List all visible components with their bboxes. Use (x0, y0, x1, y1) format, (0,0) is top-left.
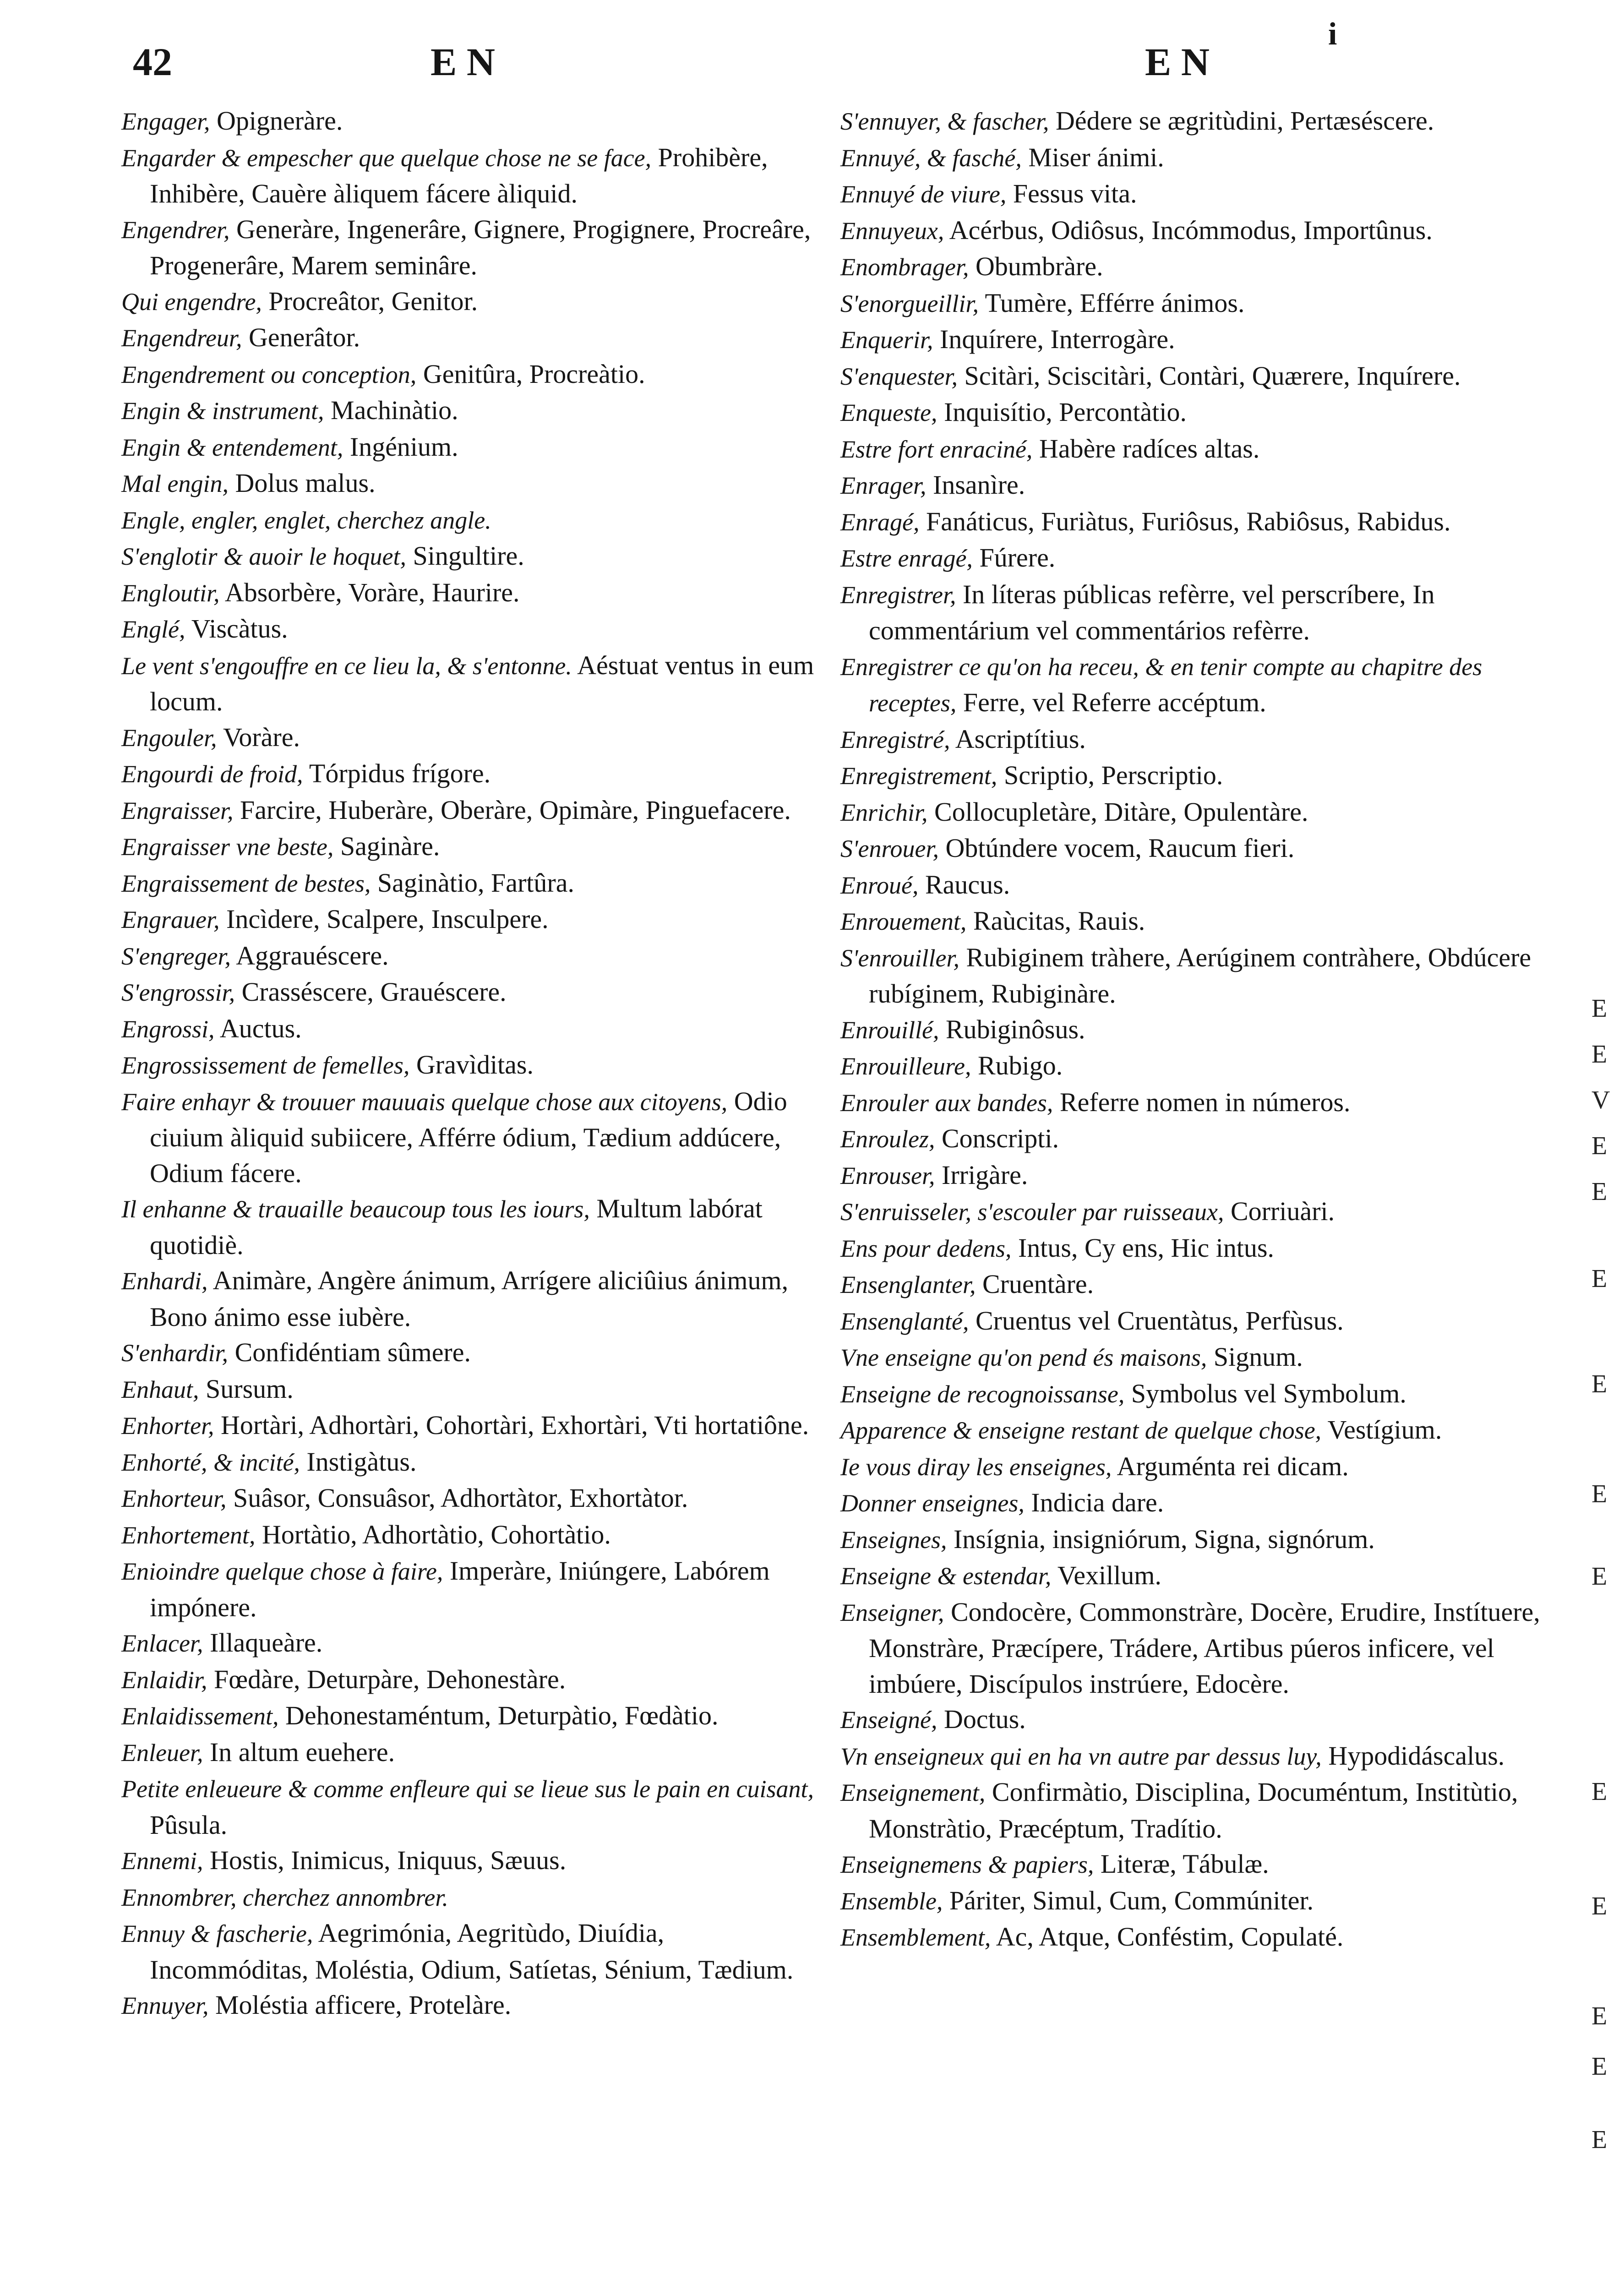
edge-letter: E (1591, 994, 1608, 1023)
entry-headword: Engendrer, (121, 216, 230, 244)
entry-translation: Insanìre. (926, 470, 1025, 500)
entry-headword: Le vent s'engouffre en ce lieu la, & s'entonne. (121, 652, 572, 680)
entry-translation: Fanáticus, Furiàtus, Furiôsus, Rabiôsus, Rabidus. (919, 506, 1451, 536)
entry-headword: Engloutir, (121, 579, 220, 607)
dictionary-entry (121, 465, 822, 502)
dictionary-entry (121, 865, 822, 902)
dictionary-entry (121, 429, 822, 466)
dictionary-entry (840, 176, 1541, 213)
dictionary-entry (121, 320, 822, 356)
entry-headword: Faire enhayr & trouuer mauuais quelque chose aux citoyens, (121, 1088, 728, 1116)
entry-translation: Singultire. (406, 541, 524, 571)
dictionary-entry (121, 1915, 822, 1987)
entry-headword: Engourdi de froid, (121, 760, 303, 788)
dictionary-entry (121, 1698, 822, 1734)
entry-translation: Rubiginem tràhere, Aerúginem contràhere, Obdúcere rubíginem, Rubiginàre. (869, 942, 1531, 1009)
entry-headword: Engrauer, (121, 906, 220, 933)
entry-translation: Insígnia, insigniórum, Signa, signórum. (947, 1524, 1375, 1554)
entry-headword: S'enrouiller, (840, 944, 960, 972)
entry-translation: Irrigàre. (935, 1160, 1028, 1190)
dictionary-entry (121, 792, 822, 829)
entry-headword: Enombrager, (840, 253, 969, 281)
entry-headword: Ennombrer, cherchez annombrer. (121, 1883, 448, 1911)
dictionary-entry (840, 213, 1541, 249)
dictionary-entry (840, 285, 1541, 322)
entry-headword: Enquerir, (840, 326, 933, 354)
entry-headword: Enseignemens & papiers, (840, 1851, 1094, 1878)
edge-letter: E (1591, 1132, 1608, 1160)
dictionary-entry (840, 1048, 1541, 1085)
entry-headword: Enragé, (840, 508, 920, 536)
dictionary-entry (121, 1047, 822, 1084)
entry-translation: Rubigo. (971, 1051, 1063, 1080)
entry-translation: Confirmàtio, Disciplina, Documéntum, Institùtio, Monstràtio, Præcéptum, Tradítio. (869, 1777, 1518, 1843)
entry-translation: Conscripti. (935, 1123, 1059, 1153)
edge-letter: E (1591, 1562, 1608, 1591)
entry-translation: Aggrauéscere. (231, 940, 389, 971)
entry-headword: Englé, (121, 616, 185, 643)
entry-translation: Páriter, Simul, Cum, Commúniter. (943, 1885, 1314, 1915)
entry-translation: Genitûra, Procreàtio. (416, 359, 645, 389)
entry-translation: Instigàtus. (300, 1446, 417, 1477)
edge-letter: E (1591, 1480, 1608, 1508)
entry-translation: Multum labórat quotidiè. (150, 1194, 763, 1260)
entry-translation: Confidéntiam sûmere. (228, 1337, 471, 1367)
entry-headword: Enlacer, (121, 1630, 203, 1657)
entry-translation: Intus, Cy ens, Hic intus. (1011, 1232, 1275, 1263)
entry-translation: Scriptio, Perscriptio. (997, 760, 1223, 790)
entry-headword: Ennuy & fascherie, (121, 1920, 313, 1947)
dictionary-entry (121, 1371, 822, 1408)
entry-translation: Machinàtio. (324, 395, 458, 425)
entry-headword: Enseigné, (840, 1706, 937, 1734)
dictionary-entry (840, 758, 1541, 794)
entry-translation: Literæ, Tábulæ. (1094, 1849, 1269, 1879)
dictionary-entry (121, 648, 822, 720)
entry-headword: Enhorter, (121, 1412, 214, 1439)
dictionary-entry (840, 1883, 1541, 1919)
entry-translation: Moléstia afficere, Protelàre. (208, 1990, 512, 2020)
dictionary-entry (840, 1012, 1541, 1048)
entry-translation: Incìdere, Scalpere, Insculpere. (219, 904, 549, 934)
entry-translation: Inquírere, Interrogàre. (933, 324, 1175, 354)
entry-headword: Enrouilleure, (840, 1052, 971, 1080)
entry-headword: Engendrement ou conception, (121, 360, 417, 388)
dictionary-entry (121, 1263, 822, 1335)
entry-headword: Ensemble, (840, 1887, 943, 1915)
entry-translation: Dehonestaméntum, Deturpàtio, Fœdàtio. (278, 1701, 719, 1730)
entry-headword: Engraissement de bestes, (121, 869, 371, 897)
entry-headword: S'engreger, (121, 942, 231, 970)
entry-translation: Doctus. (937, 1704, 1026, 1734)
edge-letter: E (1591, 1892, 1608, 1920)
entry-headword: Ensemblement, (840, 1924, 991, 1951)
entry-headword: Enqueste, (840, 399, 937, 426)
edge-letter: E (1591, 1777, 1608, 1806)
dictionary-entry (840, 1412, 1541, 1449)
entry-translation: Pûsula. (150, 1810, 228, 1840)
entry-translation: Signum. (1207, 1342, 1303, 1372)
entry-headword: Enseigne & estendar, (840, 1562, 1052, 1590)
entry-headword: Enrouser, (840, 1161, 935, 1189)
entry-translation: Fœdàre, Deturpàre, Dehonestàre. (207, 1664, 566, 1694)
entry-headword: Estre enragé, (840, 545, 973, 572)
entry-headword: S'ennuyer, & fascher, (840, 108, 1049, 135)
entry-headword: Enrouement, (840, 908, 967, 935)
entry-headword: Enhardi, (121, 1267, 208, 1295)
entry-translation: Dédere se ægritùdini, Pertæséscere. (1049, 106, 1434, 136)
entry-translation: Dolus malus. (228, 468, 376, 498)
dictionary-entry (840, 358, 1541, 395)
dictionary-entry (121, 1879, 822, 1916)
dictionary-entry (840, 721, 1541, 758)
entry-translation: Farcire, Huberàre, Oberàre, Opimàre, Pinguefacere. (233, 795, 791, 825)
entry-headword: Engin & instrument, (121, 397, 324, 425)
edge-letter: E (1591, 2126, 1608, 2154)
entry-translation: Procreâtor, Genitor. (262, 286, 478, 316)
entry-translation: Hortàtio, Adhortàtio, Cohortàtio. (255, 1519, 611, 1549)
entry-headword: Engrossi, (121, 1015, 215, 1043)
dictionary-entry (840, 249, 1541, 285)
entry-translation: Ac, Atque, Conféstim, Copulaté. (991, 1922, 1344, 1952)
dictionary-entry (840, 794, 1541, 831)
dictionary-entry (840, 1266, 1541, 1303)
entry-headword: Ennuyeux, (840, 217, 944, 245)
entry-headword: Enrichir, (840, 798, 928, 826)
entry-headword: Enioindre quelque chose à faire, (121, 1558, 443, 1585)
entry-headword: Enregistré, (840, 725, 950, 753)
dictionary-entry (121, 103, 822, 140)
entry-headword: Engouler, (121, 724, 217, 752)
entry-translation: Voràre. (217, 722, 300, 752)
entry-translation: Referre nomen in números. (1053, 1087, 1351, 1117)
entry-headword: Ie vous diray les enseignes, (840, 1453, 1112, 1481)
dictionary-entry (121, 1625, 822, 1662)
dictionary-entry (840, 1774, 1541, 1846)
dictionary-entry (121, 575, 822, 611)
entry-headword: Enhorté, & incité, (121, 1448, 300, 1476)
entry-translation: Tumère, Efférre ánimos. (979, 288, 1245, 318)
entry-translation: Raucus. (918, 869, 1010, 900)
entry-headword: Petite enleueure & comme enfleure qui se lieue sus le pain en cuisant, (121, 1775, 814, 1803)
entry-headword: Ennuyé de viure, (840, 180, 1007, 208)
entry-headword: Il enhanne & trauaille beaucoup tous les iours, (121, 1195, 590, 1223)
entry-headword: Engrossissement de femelles, (121, 1052, 410, 1079)
left-column (121, 103, 822, 2024)
entry-headword: S'enhardir, (121, 1339, 229, 1367)
entry-headword: Qui engendre, (121, 288, 262, 316)
entry-translation: Corriuàri. (1224, 1196, 1335, 1226)
entry-translation: Fúrere. (972, 543, 1056, 572)
dictionary-entry (121, 1011, 822, 1047)
dictionary-entry (840, 903, 1541, 940)
entry-translation: Ascriptítius. (950, 724, 1086, 754)
entry-translation: Prohibère, Inhibère, Cauère àliquem fácere àliquid. (150, 142, 768, 208)
dictionary-entry (121, 1843, 822, 1879)
entry-translation: Saginàtio, Fartûra. (371, 867, 574, 898)
dictionary-entry (840, 1449, 1541, 1485)
entry-headword: Enleuer, (121, 1739, 203, 1767)
page-number: 42 (133, 40, 172, 84)
edge-letter: E (1591, 1265, 1608, 1293)
entry-translation: Vestígium. (1321, 1415, 1442, 1445)
dictionary-entry (840, 431, 1541, 468)
entry-headword: Vn enseigneux qui en ha vn autre par dessus luy, (840, 1742, 1322, 1770)
entry-translation: Vexillum. (1051, 1560, 1162, 1590)
entry-translation: In líteras públicas refèrre, vel perscríbere, In commentárium vel commentários refèrre. (869, 579, 1435, 645)
entry-headword: Enlaidir, (121, 1666, 207, 1694)
entry-headword: Ens pour dedens, (840, 1234, 1012, 1262)
entry-translation: Auctus. (214, 1013, 302, 1043)
entry-translation: Animàre, Angère ánimum, Arrígere aliciûius ánimum, Bono ánimo esse iubère. (150, 1265, 789, 1332)
dictionary-entry (840, 1594, 1541, 1702)
entry-translation: Opigneràre. (210, 106, 343, 136)
entry-headword: Enlaidissement, (121, 1702, 279, 1730)
page-header (133, 16, 1553, 94)
dictionary-entry (121, 1444, 822, 1481)
entry-headword: Donner enseignes, (840, 1489, 1025, 1517)
entry-headword: Engraisser vne beste, (121, 833, 334, 861)
dictionary-entry (840, 394, 1541, 431)
entry-headword: Enhaut, (121, 1375, 199, 1403)
dictionary-entry (121, 756, 822, 792)
entry-translation: Miser ánimi. (1021, 142, 1164, 172)
entry-headword: Enrouler aux bandes, (840, 1089, 1053, 1117)
entry-translation: Fessus vita. (1006, 179, 1137, 208)
edge-letter: E (1591, 2052, 1608, 2081)
right-column (840, 103, 1541, 1956)
entry-headword: S'engrossir, (121, 979, 235, 1006)
entry-translation: Imperàre, Iniúngere, Labórem impónere. (150, 1556, 770, 1622)
dictionary-entry (840, 140, 1541, 176)
entry-translation: Suâsor, Consuâsor, Adhortàtor, Exhortàtor. (226, 1483, 688, 1513)
dictionary-entry (840, 1846, 1541, 1883)
entry-translation: Hortàri, Adhortàri, Cohortàri, Exhortàri, Vti hortatiône. (214, 1410, 809, 1440)
entry-headword: Estre fort enraciné, (840, 435, 1033, 463)
dictionary-entry (840, 830, 1541, 867)
entry-translation: Generâtor. (242, 322, 360, 352)
entry-headword: Engarder & empescher que quelque chose ne se face, (121, 144, 652, 172)
dictionary-entry (121, 502, 822, 539)
entry-translation: Aéstuat ventus in eum locum. (150, 650, 814, 716)
entry-headword: Enhorteur, (121, 1485, 227, 1512)
dictionary-entry (121, 1335, 822, 1371)
entry-translation: Cruentàre. (975, 1269, 1094, 1299)
entry-translation: Generàre, Ingenerâre, Gignere, Progignere, Procreâre, Progenerâre, Marem seminâre. (150, 214, 811, 280)
entry-headword: Engin & entendement, (121, 433, 343, 461)
dictionary-entry (840, 467, 1541, 504)
entry-translation: Aegrimónia, Aegritùdo, Diuídia, Incommóditas, Moléstia, Odium, Satíetas, Sénium, Tædium. (150, 1918, 794, 1985)
dictionary-entry (121, 1771, 822, 1843)
entry-headword: Enseigne de recognoissanse, (840, 1380, 1125, 1408)
dictionary-entry (840, 1194, 1541, 1230)
dictionary-entry (121, 140, 822, 212)
entry-headword: Enregistrer ce qu'on ha receu, & en tenir compte au chapitre des receptes, (840, 653, 1482, 717)
dictionary-entry (121, 974, 822, 1011)
entry-headword: Enroulez, (840, 1125, 935, 1153)
dictionary-entry (840, 649, 1541, 721)
entry-translation: Sursum. (199, 1374, 294, 1404)
entry-headword: S'enorgueillir, (840, 289, 979, 317)
entry-headword: Enroué, (840, 871, 919, 899)
entry-translation: Collocupletàre, Ditàre, Opulentàre. (927, 796, 1308, 827)
entry-translation: Acérbus, Odiôsus, Incómmodus, Importûnus. (944, 215, 1433, 245)
entry-translation: Tórpidus frígore. (303, 758, 491, 788)
dictionary-entry (840, 1701, 1541, 1738)
entry-headword: Engendreur, (121, 324, 242, 352)
dictionary-entry (121, 284, 822, 320)
dictionary-entry (121, 720, 822, 756)
dictionary-entry (840, 1121, 1541, 1157)
entry-translation: Cruentus vel Cruentàtus, Perfùsus. (969, 1305, 1344, 1336)
dictionary-entry (840, 1157, 1541, 1194)
entry-headword: S'enrouer, (840, 835, 939, 862)
dictionary-entry (121, 1517, 822, 1554)
dictionary-entry (121, 393, 822, 429)
dictionary-entry (840, 322, 1541, 358)
entry-translation: Condocère, Commonstràre, Docère, Erudire, Instítuere, Monstràre, Præcípere, Trádere, Artibus púeros inficere, vel imbúere, Discípulos instrúere, Edocère. (869, 1597, 1540, 1699)
entry-headword: S'enquester, (840, 362, 958, 390)
dictionary-entry (840, 1919, 1541, 1956)
entry-headword: S'enruisseler, s'escouler par ruisseaux, (840, 1198, 1224, 1226)
entry-translation: In altum euehere. (203, 1737, 395, 1767)
entry-translation: Arguménta rei dicam. (1112, 1451, 1349, 1481)
entry-headword: Enregistrement, (840, 762, 997, 790)
dictionary-entry (840, 1339, 1541, 1376)
entry-headword: Apparence & enseigne restant de quelque chose, (840, 1417, 1322, 1444)
entry-translation: Saginàre. (333, 831, 440, 861)
entry-headword: Ennuyé, & fasché, (840, 144, 1022, 172)
entry-headword: Enrager, (840, 472, 926, 499)
entry-translation: Obtúndere vocem, Raucum fieri. (939, 833, 1295, 863)
entry-headword: Enhortement, (121, 1521, 256, 1549)
dictionary-entry (840, 1376, 1541, 1412)
entry-headword: Mal engin, (121, 470, 229, 497)
dictionary-entry (121, 938, 822, 975)
dictionary-entry (840, 940, 1541, 1012)
entry-headword: Engager, (121, 108, 210, 135)
entry-headword: Enrouillé, (840, 1016, 939, 1044)
entry-translation: Scitàri, Sciscitàri, Contàri, Quærere, Inquírere. (958, 360, 1461, 391)
entry-headword: Engle, engler, englet, cherchez angle. (121, 506, 491, 534)
dictionary-entry (840, 1521, 1541, 1558)
entry-translation: Gravìditas. (409, 1050, 534, 1080)
dictionary-entry (121, 1084, 822, 1191)
dictionary-entry (840, 1558, 1541, 1594)
entry-translation: Crasséscere, Grauéscere. (235, 977, 507, 1007)
running-head-left: E N (431, 40, 495, 84)
entry-headword: Ennemi, (121, 1847, 203, 1875)
entry-translation: Symbolus vel Symbolum. (1124, 1378, 1406, 1408)
edge-letter: E (1591, 1178, 1608, 1206)
entry-translation: Hypodidáscalus. (1321, 1740, 1505, 1771)
entry-headword: Enseignes, (840, 1526, 947, 1554)
entry-headword: Enseigner, (840, 1598, 944, 1626)
dictionary-entry (840, 1303, 1541, 1340)
corner-mark: i (1328, 16, 1337, 52)
dictionary-entry (121, 1480, 822, 1517)
dictionary-entry (121, 212, 822, 284)
dictionary-entry (121, 356, 822, 393)
entry-translation: Obumbràre. (969, 251, 1103, 281)
dictionary-entry (121, 1407, 822, 1444)
dictionary-entry (840, 1085, 1541, 1121)
dictionary-entry (840, 577, 1541, 649)
entry-headword: Ensenglanté, (840, 1307, 969, 1335)
entry-headword: Enseignement, (840, 1779, 986, 1806)
entry-translation: Viscàtus. (185, 614, 288, 643)
edge-letter: V (1591, 1086, 1610, 1114)
dictionary-entry (840, 103, 1541, 140)
entry-translation: Ferre, vel Referre accéptum. (956, 687, 1266, 717)
dictionary-entry (121, 1987, 822, 2024)
entry-translation: Hostis, Inimicus, Iniquus, Sæuus. (203, 1845, 567, 1875)
entry-translation: Illaqueàre. (203, 1628, 323, 1658)
dictionary-entry (121, 901, 822, 938)
edge-letter: E (1591, 1370, 1608, 1398)
dictionary-entry (121, 1191, 822, 1263)
edge-letter: E (1591, 2002, 1608, 2030)
entry-headword: Vne enseigne qu'on pend és maisons, (840, 1344, 1207, 1371)
entry-translation: Absorbère, Voràre, Haurire. (219, 577, 520, 607)
dictionary-entry (840, 1485, 1541, 1521)
entry-translation: Ingénium. (343, 431, 458, 462)
entry-translation: Raùcitas, Rauis. (966, 906, 1145, 936)
entry-headword: Enregistrer, (840, 581, 956, 609)
dictionary-entry (840, 1230, 1541, 1267)
dictionary-entry (121, 611, 822, 648)
entry-translation: Rubiginôsus. (939, 1014, 1085, 1044)
dictionary-entry (121, 1662, 822, 1698)
dictionary-entry (121, 829, 822, 865)
dictionary-entry (840, 1738, 1541, 1775)
entry-headword: S'englotir & auoir le hoquet, (121, 543, 407, 570)
edge-letter: E (1591, 1040, 1608, 1069)
entry-headword: Ensenglanter, (840, 1271, 976, 1298)
entry-headword: Ennuyer, (121, 1992, 209, 2019)
dictionary-entry (121, 1553, 822, 1625)
dictionary-entry (121, 538, 822, 575)
entry-translation: Odio ciuium àliquid subiicere, Afférre ódium, Tædium addúcere, Odium fácere. (150, 1086, 787, 1188)
dictionary-entry (840, 540, 1541, 577)
dictionary-entry (121, 1734, 822, 1771)
entry-translation: Inquisítio, Percontàtio. (937, 397, 1187, 427)
running-head-right: E N (1145, 40, 1210, 84)
entry-translation: Habère radíces altas. (1032, 433, 1260, 463)
entry-translation: Indicia dare. (1024, 1488, 1164, 1517)
dictionary-entry (840, 504, 1541, 540)
entry-headword: Engraisser, (121, 796, 234, 824)
dictionary-entry (840, 867, 1541, 904)
